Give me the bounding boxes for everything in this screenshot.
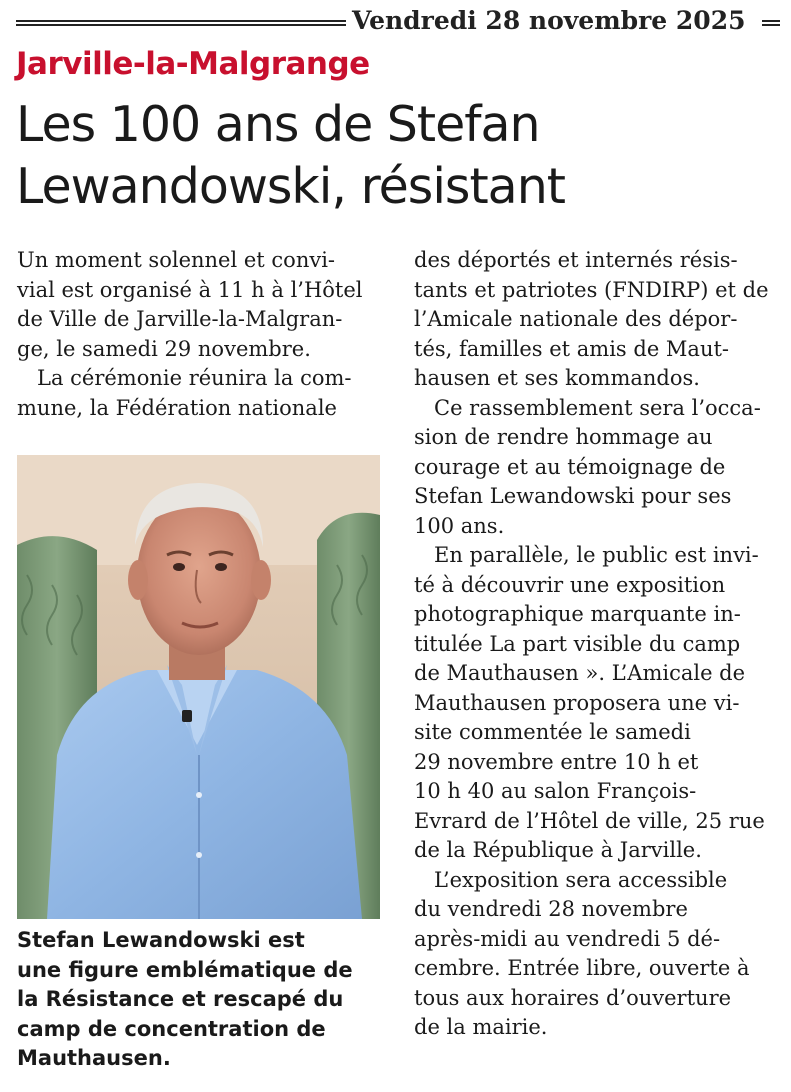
- photo-caption: [17, 926, 387, 1074]
- text-line: ge, le samedi 29 novembre.: [17, 336, 311, 361]
- text-line: tants et patriotes (FNDIRP) et de: [414, 277, 769, 302]
- text-line: des déportés et internés résis-: [414, 248, 738, 272]
- text-line: de la République à Jarville.: [414, 838, 702, 862]
- text-line: site commentée le samedi: [414, 720, 691, 744]
- text-line: photographique marquante in-: [414, 602, 741, 626]
- text-line: Un moment solennel et convi-: [17, 248, 336, 272]
- text-line: té à découvrir une exposition: [414, 572, 726, 597]
- text-line: L’exposition sera accessible: [434, 867, 728, 892]
- headline-line: Lewandowski, résistant: [16, 158, 565, 215]
- caption-line: camp de concentration de: [17, 1016, 326, 1041]
- paragraph: [17, 364, 387, 423]
- paragraph: [414, 541, 784, 866]
- dateline: [0, 4, 791, 38]
- text-line: tés, familles et amis de Maut-: [414, 336, 729, 361]
- paragraph: [414, 394, 784, 542]
- text-line: Stefan Lewandowski pour ses: [414, 484, 732, 508]
- text-line: hausen et ses kommandos.: [414, 366, 700, 390]
- paragraph: [17, 246, 387, 364]
- text-line: Mauthausen proposera une vi-: [414, 690, 740, 715]
- text-line: 29 novembre entre 10 h et: [414, 749, 699, 774]
- text-line: vial est organisé à 11 h à l’Hôtel: [17, 277, 363, 302]
- text-line: En parallèle, le public est invi-: [434, 543, 759, 567]
- caption-line: Mauthausen.: [17, 1046, 171, 1070]
- text-line: après-midi au vendredi 5 dé-: [414, 926, 721, 951]
- text-line: de la mairie.: [414, 1015, 548, 1039]
- caption-line: la Résistance et rescapé du: [17, 987, 344, 1011]
- text-line: tous aux horaires d’ouverture: [414, 985, 732, 1010]
- caption-line: une figure emblématique de: [17, 957, 353, 982]
- text-line: courage et au témoignage de: [414, 454, 726, 479]
- text-line: de Ville de Jarville-la-Malgran-: [17, 307, 343, 331]
- headline-line: Les 100 ans de Stefan: [16, 96, 540, 153]
- text-line: titulée La part visible du camp: [414, 631, 741, 656]
- text-line: 10 h 40 au salon François-: [414, 779, 697, 803]
- text-line: cembre. Entrée libre, ouverte à: [414, 956, 750, 980]
- text-line: Ce rassemblement sera l’occa-: [434, 395, 761, 420]
- text-line: l’Amicale nationale des dépor-: [414, 307, 738, 331]
- text-line: de Mauthausen ». L’Amicale de: [414, 661, 746, 685]
- paragraph: [414, 866, 784, 1043]
- text-line: Evrard de l’Hôtel de ville, 25 rue: [414, 808, 765, 833]
- article-column-left: [17, 246, 387, 423]
- dateline-rule-left: [16, 20, 346, 26]
- article-photo: [17, 455, 380, 919]
- caption-line: Stefan Lewandowski est: [17, 928, 305, 952]
- portrait-illustration: [17, 455, 380, 919]
- text-line: sion de rendre hommage au: [414, 425, 713, 449]
- text-line: 100 ans.: [414, 513, 505, 538]
- publication-date: Vendredi 28 novembre 2025: [352, 6, 746, 35]
- article-headline: [16, 94, 786, 218]
- article-location: Jarville-la-Malgrange: [16, 46, 370, 82]
- text-line: La cérémonie réunira la com-: [37, 366, 352, 390]
- paragraph: [414, 246, 784, 394]
- text-line: du vendredi 28 novembre: [414, 897, 688, 921]
- article-column-right: [414, 246, 784, 1043]
- text-line: mune, la Fédération nationale: [17, 395, 337, 420]
- dateline-rule-right: [762, 20, 780, 26]
